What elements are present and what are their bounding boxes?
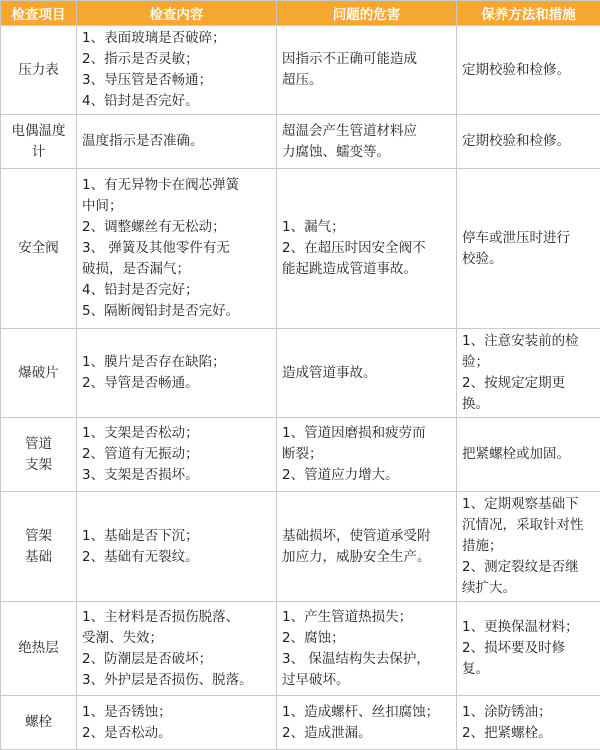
cell-line: 2、指示是否灵敏； (82, 49, 271, 70)
cell-line: 1、管道因磨损和疲劳而 (282, 423, 451, 444)
content-cell (77, 418, 277, 492)
method-cell (457, 26, 600, 115)
table-row (1, 492, 600, 602)
content-cell (77, 329, 277, 418)
cell-line: 3、 弹簧及其他零件有无 (82, 238, 271, 259)
header-row (1, 1, 600, 26)
cell-line: 超压。 (282, 70, 451, 91)
method-cell (457, 602, 600, 696)
cell-line: 3、外护层是否损伤、脱落。 (82, 670, 271, 691)
cell-line: 基础 (3, 547, 74, 568)
cell-line: 管架 (3, 526, 74, 547)
cell-line: 4、铅封是否完好； (82, 280, 271, 301)
cell-line: 2、管道应力增大。 (282, 465, 451, 486)
method-cell (457, 418, 600, 492)
header-hazard: 问题的危害 (277, 1, 457, 26)
cell-line: 2、把紧螺栓。 (462, 723, 595, 744)
cell-line: 爆破片 (3, 363, 74, 384)
cell-line: 2、管道有无振动； (82, 444, 271, 465)
method-cell (457, 492, 600, 602)
cell-line: 2、是否松动。 (82, 723, 271, 744)
cell-line: 1、有无异物卡在阀芯弹簧 (82, 175, 271, 196)
cell-line: 1、膜片是否存在缺陷； (82, 352, 271, 373)
table-body (1, 26, 600, 750)
cell-line: 断裂； (282, 444, 451, 465)
cell-line: 3、 保温结构失去保护， (282, 649, 451, 670)
method-cell (457, 696, 600, 750)
cell-line: 定期校验和检修。 (462, 60, 595, 81)
cell-line: 复。 (462, 659, 595, 680)
cell-line: 4、铅封是否完好。 (82, 91, 271, 112)
cell-line: 1、基础是否下沉； (82, 526, 271, 547)
item-cell (1, 602, 77, 696)
cell-line: 1、是否锈蚀； (82, 702, 271, 723)
cell-line: 1、注意安装前的检 (462, 331, 595, 352)
cell-line: 力腐蚀、蠕变等。 (282, 142, 451, 163)
cell-line: 校验。 (462, 249, 595, 270)
cell-line: 管道 (3, 434, 74, 455)
cell-line: 2、调整螺丝有无松动； (82, 217, 271, 238)
content-cell (77, 115, 277, 169)
method-cell (457, 115, 600, 169)
header-method: 保养方法和措施 (457, 1, 600, 26)
cell-line: 加应力，威胁安全生产。 (282, 547, 451, 568)
cell-line: 1、支架是否松动； (82, 423, 271, 444)
cell-line: 2、造成泄漏。 (282, 723, 451, 744)
cell-line: 支架 (3, 455, 74, 476)
cell-line: 螺栓 (3, 712, 74, 733)
cell-line: 电偶温度 (3, 121, 74, 142)
item-cell (1, 696, 77, 750)
header-content: 检查内容 (77, 1, 277, 26)
cell-line: 因指示不正确可能造成 (282, 49, 451, 70)
cell-line: 把紧螺栓或加固。 (462, 444, 595, 465)
cell-line: 1、表面玻璃是否破碎； (82, 28, 271, 49)
cell-line: 计 (3, 142, 74, 163)
table-row (1, 26, 600, 115)
cell-line: 1、更换保温材料； (462, 617, 595, 638)
cell-line: 3、导压管是否畅通； (82, 70, 271, 91)
cell-line: 2、损坏要及时修 (462, 638, 595, 659)
table-row (1, 115, 600, 169)
table-row (1, 602, 600, 696)
hazard-cell (277, 602, 457, 696)
cell-line: 停车或泄压时进行 (462, 228, 595, 249)
cell-line: 超温会产生管道材料应 (282, 121, 451, 142)
cell-line: 基础损坏，使管道承受附 (282, 526, 451, 547)
cell-line: 过早破坏。 (282, 670, 451, 691)
cell-line: 能起跳造成管道事故。 (282, 259, 451, 280)
item-cell (1, 169, 77, 329)
cell-line: 2、腐蚀； (282, 628, 451, 649)
cell-line: 措施； (462, 536, 595, 557)
cell-line: 验； (462, 352, 595, 373)
hazard-cell (277, 169, 457, 329)
cell-line: 续扩大。 (462, 578, 595, 599)
content-cell (77, 169, 277, 329)
header-item: 检查项目 (1, 1, 77, 26)
cell-line: 2、导管是否畅通。 (82, 373, 271, 394)
cell-line: 3、支架是否损坏。 (82, 465, 271, 486)
hazard-cell (277, 696, 457, 750)
hazard-cell (277, 418, 457, 492)
item-cell (1, 329, 77, 418)
cell-line: 2、按规定定期更 (462, 373, 595, 394)
cell-line: 1、漏气； (282, 217, 451, 238)
cell-line: 破损，是否漏气； (82, 259, 271, 280)
cell-line: 1、主材料是否损伤脱落、 (82, 607, 271, 628)
content-cell (77, 26, 277, 115)
hazard-cell (277, 26, 457, 115)
hazard-cell (277, 329, 457, 418)
item-cell (1, 26, 77, 115)
cell-line: 压力表 (3, 60, 74, 81)
cell-line: 温度指示是否准确。 (82, 131, 271, 152)
cell-line: 1、涂防锈油； (462, 702, 595, 723)
table-row (1, 418, 600, 492)
cell-line: 1、产生管道热损失； (282, 607, 451, 628)
cell-line: 绝热层 (3, 638, 74, 659)
content-cell (77, 696, 277, 750)
table-row (1, 169, 600, 329)
cell-line: 中间； (82, 196, 271, 217)
cell-line: 定期校验和检修。 (462, 131, 595, 152)
cell-line: 换。 (462, 394, 595, 415)
content-cell (77, 492, 277, 602)
cell-line: 安全阀 (3, 238, 74, 259)
cell-line: 2、防潮层是否破坏； (82, 649, 271, 670)
cell-line: 2、测定裂纹是否继 (462, 557, 595, 578)
hazard-cell (277, 115, 457, 169)
method-cell (457, 329, 600, 418)
item-cell (1, 115, 77, 169)
cell-line: 沉情况，采取针对性 (462, 515, 595, 536)
item-cell (1, 418, 77, 492)
method-cell (457, 169, 600, 329)
cell-line: 2、基础有无裂纹。 (82, 547, 271, 568)
content-cell (77, 602, 277, 696)
hazard-cell (277, 492, 457, 602)
table-row (1, 329, 600, 418)
cell-line: 5、隔断阀铅封是否完好。 (82, 301, 271, 322)
table-row (1, 696, 600, 750)
cell-line: 2、在超压时因安全阀不 (282, 238, 451, 259)
cell-line: 造成管道事故。 (282, 363, 451, 384)
cell-line: 1、造成螺杆、丝扣腐蚀； (282, 702, 451, 723)
item-cell (1, 492, 77, 602)
cell-line: 1、定期观察基础下 (462, 494, 595, 515)
cell-line: 受潮、失效； (82, 628, 271, 649)
